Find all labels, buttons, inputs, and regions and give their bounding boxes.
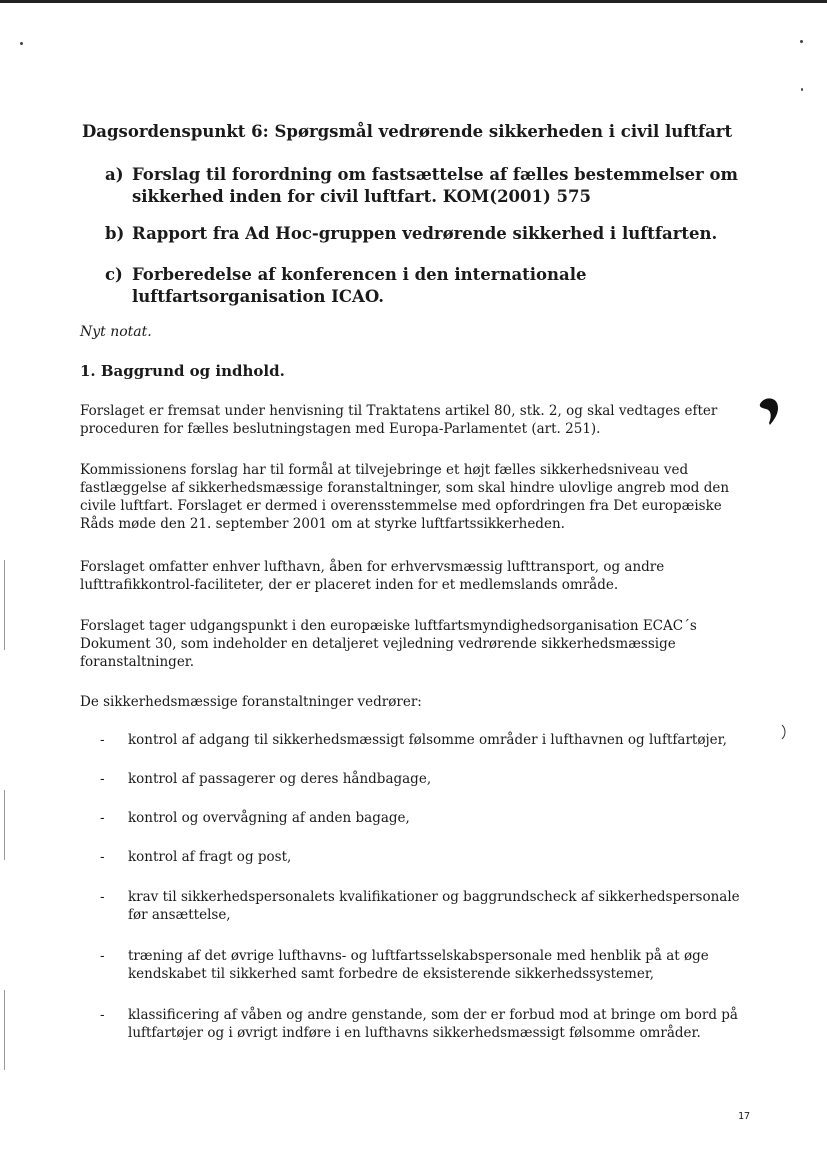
agenda-item-letter: a) [105,165,124,184]
bullet-dash: - [100,889,105,905]
list-item-text: træning af det øvrige lufthavns- og luftfartsselskabspersonale med henblik på at øge kendskabet til sikkerhed samt forbedre de eksisterende sikkerhedssystemer, [128,948,709,982]
bullet-dash: - [100,771,105,787]
bullet-dash: - [100,732,105,748]
page-number: 17 [738,1111,751,1122]
list-item-text: kontrol og overvågning af anden bagage, [128,810,410,826]
list-item-text: kontrol af fragt og post, [128,849,292,865]
agenda-item-letter: c) [105,265,123,284]
note-label: Nyt notat. [80,324,152,340]
paragraph: Kommissionens forslag har til formål at tilvejebringe et højt fælles sikkerhedsniveau ved fastlæggelse af sikkerhedsmæssige foranstaltninger, som skal hindre ulovlige angreb mod den civile luftfart. Forslaget er dermed i overensstemmelse med opfordringen fra Det europæiske Råds møde den 21. september 2001 om at styrke luftfartssikkerheden. [80,462,730,532]
agenda-item-letter: b) [105,224,125,243]
scan-speck [20,42,23,45]
scan-speck [800,40,803,43]
pencil-mark-icon [780,724,788,740]
paragraph: Forslaget omfatter enhver lufthavn, åben for erhvervsmæssig lufttransport, og andre lufttrafikkontrol-faciliteter, der er placeret inden for et medlemslands område. [80,559,665,593]
agenda-item-text: Rapport fra Ad Hoc-gruppen vedrørende sikkerhed i luftfarten. [132,224,718,243]
agenda-item-c [105,264,765,308]
list-item [100,888,760,924]
list-item-text: klassificering af våben og andre genstande, som der er forbud mod at bringe om bord på luftfartøjer og i øvrigt indføre i en lufthavns sikkerhedsmæssigt følsomme områder. [128,1007,738,1041]
paragraph: De sikkerhedsmæssige foranstaltninger vedrører: [80,694,422,710]
scan-edge-mark [4,990,5,1070]
scan-edge-mark [4,560,5,650]
agenda-item-b [105,223,765,245]
list-item [100,848,760,866]
hole-punch-mark-icon [756,396,782,426]
list-item [100,1006,760,1042]
agenda-item-a [105,164,765,208]
bullet-dash: - [100,1007,105,1023]
scan-speck [801,88,803,91]
scan-edge-mark [4,790,5,860]
list-item [100,809,760,827]
section-title: 1. Baggrund og indhold. [80,362,285,380]
agenda-item-text: Forberedelse af konferencen i den internationale luftfartsorganisation ICAO. [132,265,587,306]
list-item-text: krav til sikkerhedspersonalets kvalifikationer og baggrundscheck af sikkerhedspersonale før ansættelse, [128,889,740,923]
bullet-dash: - [100,810,105,826]
list-item [100,947,760,983]
agenda-item-text: Forslag til forordning om fastsættelse af fælles bestemmelser om sikkerhed inden for civil luftfart. KOM(2001) 575 [132,165,738,206]
bullet-dash: - [100,948,105,964]
bullet-dash: - [100,849,105,865]
list-item-text: kontrol af passagerer og deres håndbagage, [128,771,432,787]
list-item [100,770,760,788]
agenda-heading: Dagsordenspunkt 6: Spørgsmål vedrørende sikkerheden i civil luftfart [82,122,733,141]
scan-top-rule [0,0,827,3]
paragraph: Forslaget er fremsat under henvisning til Traktatens artikel 80, stk. 2, og skal vedtages efter proceduren for fælles beslutningstagen med Europa-Parlamentet (art. 251). [80,403,718,437]
list-item [100,731,760,749]
paragraph: Forslaget tager udgangspunkt i den europæiske luftfartsmyndighedsorganisation ECAC´s Dokument 30, som indeholder en detaljeret vejledning vedrørende sikkerhedsmæssige foranstaltninger. [80,618,697,670]
list-item-text: kontrol af adgang til sikkerhedsmæssigt følsomme områder i lufthavnen og luftfartøjer, [128,732,727,748]
